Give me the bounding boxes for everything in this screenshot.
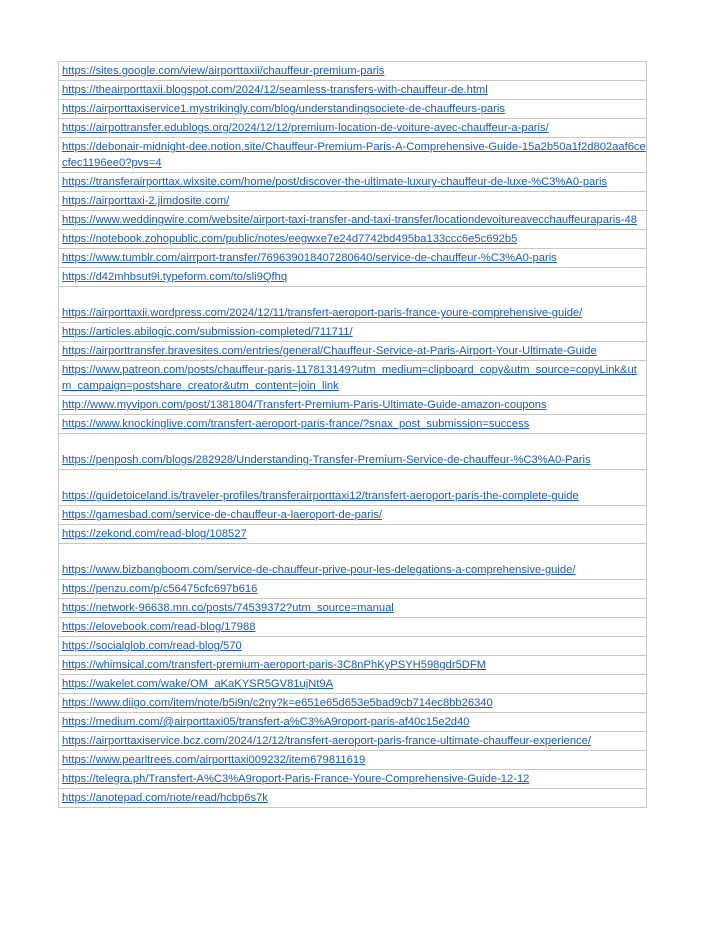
url-link[interactable]: https://penposh.com/blogs/282928/Understanding-Transfer-Premium-Service-de-chauffeur-%C3%A0-Paris [62,454,591,466]
url-link[interactable]: https://telegra.ph/Transfert-A%C3%A9roport-Paris-France-Youre-Comprehensive-Guide-12-12 [62,773,530,785]
url-link[interactable]: https://airporttaxiservice1.mystrikingly.com/blog/understandingsociete-de-chauffeurs-paris [62,103,505,115]
url-link[interactable]: https://d42mhbsut9i.typeform.com/to/sli9Qfhq [62,271,288,283]
url-link[interactable]: https://wakelet.com/wake/OM_aKaKYSR5GV81ujNt9A [62,678,334,690]
table-row [59,675,646,694]
table-row [59,732,646,751]
url-link[interactable]: https://gamesbad.com/service-de-chauffeur-a-laeroport-de-paris/ [62,509,383,521]
url-link[interactable]: https://anotepad.com/note/read/hcbp6s7k [62,792,268,804]
url-link[interactable]: https://airporttaxi-2.jimdosite.com/ [62,195,230,207]
url-link[interactable]: https://debonair-midnight-dee.notion.site/Chauffeur-Premium-Paris-A-Comprehensive-Guide-15a2b50a1f2d802aaf6cecfec1196ee0?pvs=4 [62,141,646,169]
table-row [59,656,646,675]
table-row [59,249,646,268]
url-link[interactable]: https://articles.abilogic.com/submission-completed/711711/ [62,326,353,338]
url-link[interactable]: https://airporttransfer.bravesites.com/entries/general/Chauffeur-Service-at-Paris-Airport-Your-Ultimate-Guide [62,345,597,357]
table-row [59,434,646,470]
url-link[interactable]: https://www.patreon.com/posts/chauffeur-paris-117813149?utm_medium=clipboard_copy&utm_source=copyLink&utm_campaign=postshare_creator&utm_content=join_link [62,364,637,392]
url-link[interactable]: https://www.tumblr.com/airrport-transfer/769639018407280640/service-de-chauffeur-%C3%A0-paris [62,252,557,264]
url-link[interactable]: https://www.knockinglive.com/transfert-aeroport-paris-france/?snax_post_submission=success [62,418,530,430]
url-link[interactable]: http://www.myvipon.com/post/1381804/Transfert-Premium-Paris-Ultimate-Guide-amazon-coupons [62,399,547,411]
table-row [59,62,646,81]
table-row [59,361,646,396]
table-row [59,138,646,173]
url-link[interactable]: https://notebook.zohopublic.com/public/notes/eegwxe7e24d7742bd495ba133ccc6e5c692b5 [62,233,518,245]
url-link[interactable]: https://guidetoiceland.is/traveler-profiles/transferairporttaxi12/transfert-aeroport-paris-the-complete-guide [62,490,579,502]
table-row [59,544,646,580]
table-row [59,713,646,732]
url-link[interactable]: https://network-96638.mn.co/posts/74539372?utm_source=manual [62,602,394,614]
table-row [59,525,646,544]
table-row [59,81,646,100]
url-link[interactable]: https://zekond.com/read-blog/108527 [62,528,247,540]
table-row [59,618,646,637]
url-link[interactable]: https://elovebook.com/read-blog/17988 [62,621,256,633]
table-row [59,192,646,211]
table-row [59,230,646,249]
table-row [59,789,646,807]
table-row [59,396,646,415]
table-row [59,173,646,192]
url-link[interactable]: https://transferairporttax.wixsite.com/home/post/discover-the-ultimate-luxury-chauffeur-de-luxe-%C3%A0-paris [62,176,608,188]
table-row [59,506,646,525]
table-row [59,751,646,770]
url-link[interactable]: https://theairporttaxii.blogspot.com/2024/12/seamless-transfers-with-chauffeur-de.html [62,84,488,96]
url-link[interactable]: https://socialglob.com/read-blog/570 [62,640,242,652]
url-link[interactable]: https://airpottransfer.edublogs.org/2024/12/12/premium-location-de-voiture-avec-chauffeur-a-paris/ [62,122,549,134]
url-link[interactable]: https://www.diigo.com/item/note/b5i9n/c2ny?k=e651e65d653e5bad9cb714ec8bb26340 [62,697,493,709]
url-link[interactable]: https://medium.com/@airporttaxi05/transfert-a%C3%A9roport-paris-af40c15e2d40 [62,716,470,728]
url-link[interactable]: https://www.pearltrees.com/airporttaxi009232/item679811619 [62,754,366,766]
url-link[interactable]: https://penzu.com/p/c56475cfc697b616 [62,583,258,595]
link-table [58,61,647,808]
table-row [59,323,646,342]
url-link[interactable]: https://airporttaxiservice.bcz.com/2024/12/12/transfert-aeroport-paris-france-ultimate-chauffeur-experience/ [62,735,591,747]
url-link[interactable]: https://www.weddingwire.com/website/airport-taxi-transfer-and-taxi-transfer/locationdevoitureavecchauffeuraparis-48 [62,214,637,226]
table-row [59,599,646,618]
url-link[interactable]: https://whimsical.com/transfert-premium-aeroport-paris-3C8nPhKyPSYH598gdr5DFM [62,659,487,671]
table-row [59,470,646,506]
table-row [59,287,646,323]
table-row [59,637,646,656]
url-link[interactable]: https://airporttaxii.wordpress.com/2024/12/11/transfert-aeroport-paris-france-youre-comprehensive-guide/ [62,307,583,319]
url-link[interactable]: https://www.bizbangboom.com/service-de-chauffeur-prive-pour-les-delegations-a-comprehensive-guide/ [62,564,576,576]
table-row [59,119,646,138]
table-row [59,580,646,599]
table-row [59,100,646,119]
table-row [59,342,646,361]
table-row [59,694,646,713]
url-link[interactable]: https://sites.google.com/view/airporttaxii/chauffeur-premium-paris [62,65,385,77]
table-row [59,415,646,434]
table-row [59,770,646,789]
table-row [59,268,646,287]
table-row [59,211,646,230]
